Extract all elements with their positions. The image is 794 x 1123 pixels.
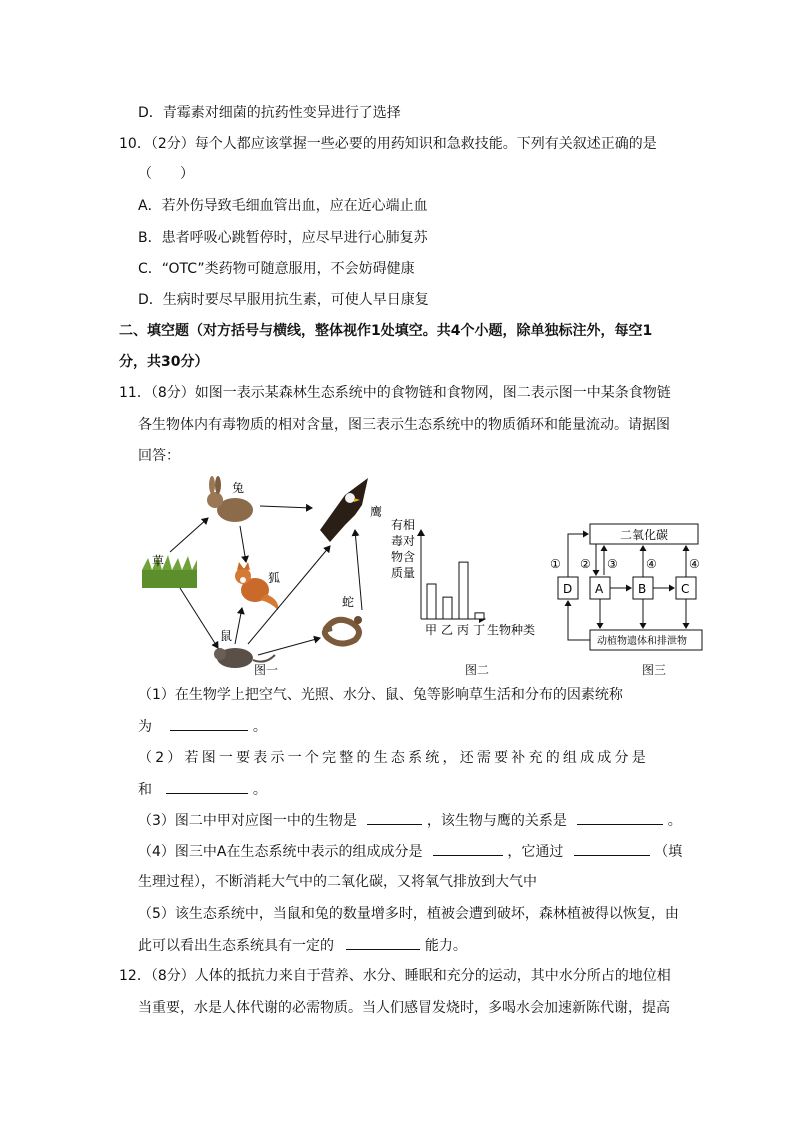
chart-bar-4 — [475, 613, 484, 619]
q10-paren: （ ） — [138, 166, 194, 182]
figure-2-caption: 图二 — [465, 663, 490, 677]
section2-title-cont: 分，共30分） — [119, 354, 209, 370]
q11-sub3 — [138, 810, 682, 831]
cycle-arrows — [568, 534, 686, 640]
chart-ylabel-3: 物含 — [391, 550, 416, 564]
q11-sub3-end: 。 — [667, 813, 682, 829]
chart-bar-3 — [459, 562, 468, 619]
answer-blank-1[interactable] — [170, 716, 248, 731]
q11-sub4-text-b: ，它通过 — [507, 844, 564, 860]
chart-xtick-3: 丙 — [457, 623, 470, 637]
answer-blank-7[interactable] — [346, 935, 420, 950]
mark-4b: ④ — [689, 557, 700, 571]
snake-label: 蛇 — [342, 595, 355, 609]
eagle-icon — [320, 478, 368, 542]
chart-ylabel-1: 有相 — [391, 518, 416, 532]
q11-sub1-line2 — [138, 716, 267, 737]
q10-stem: 10．（2分）每个人都应该掌握一些必要的用药知识和急救技能。下列有关叙述正确的是 — [119, 136, 657, 152]
mark-2: ② — [580, 557, 591, 571]
answer-blank-2[interactable] — [166, 779, 248, 794]
box-c-label: C — [681, 582, 690, 596]
q11-sub2: （2）若图一要表示一个完整的生态系统，还需要补充的组成成分是 — [138, 750, 649, 766]
mark-3: ③ — [607, 557, 618, 571]
figure-1-food-web — [140, 470, 390, 680]
q10-option-d: D．生病时要尽早服用抗生素，可使人早日康复 — [138, 292, 429, 308]
q12-stem-line2: 当重要，水是人体代谢的必需物质。当人们感冒发烧时，多喝水会加速新陈代谢，提高 — [138, 1000, 670, 1016]
answer-blank-6[interactable] — [574, 841, 650, 856]
q11-stem-line3: 回答： — [138, 448, 180, 464]
figure-3-caption: 图三 — [642, 663, 667, 677]
mark-1: ① — [550, 557, 561, 571]
box-b-label: B — [638, 582, 647, 596]
figure-1-caption: 图一 — [254, 663, 279, 677]
box-a-label: A — [595, 582, 604, 596]
chart-xtick-2: 乙 — [441, 623, 454, 637]
q11-sub2-end: 。 — [252, 782, 267, 798]
mark-4: ④ — [646, 557, 657, 571]
q11-sub5: （5）该生态系统中，当鼠和兔的数量增多时，植被会遭到破坏，森林植被得以恢复，由 — [138, 906, 679, 922]
q10-option-c: C．“OTC”类药物可随意服用，不会妨碍健康 — [138, 261, 415, 277]
chart-bar-2 — [443, 597, 452, 619]
q11-sub2-prefix: 和 — [138, 782, 152, 798]
figure-2-chart — [385, 515, 545, 665]
fox-label: 狐 — [268, 571, 281, 585]
q11-sub4 — [138, 841, 682, 862]
q11-sub1-end: 。 — [252, 719, 267, 735]
q11-sub4-text-c: （填 — [654, 844, 683, 860]
q11-sub4-text-a: （4）图三中A在生态系统中表示的组成成分是 — [138, 844, 423, 860]
q11-stem: 11．（8分）如图一表示某森林生态系统中的食物链和食物网，图二表示图一中某条食物链 — [119, 385, 671, 401]
q11-sub1: （1）在生物学上把空气、光照、水分、鼠、兔等影响草生活和分布的因素统称 — [138, 687, 623, 703]
answer-blank-3[interactable] — [367, 810, 422, 825]
chart-xtick-1: 甲 — [425, 623, 438, 637]
grass-label: 草 — [152, 554, 165, 568]
answer-blank-4[interactable] — [577, 810, 663, 825]
q12-stem: 12．（8分）人体的抵抗力来自于营养、水分、睡眠和充分的运动，其中水分所占的地位相 — [119, 968, 671, 984]
grass-icon — [142, 555, 197, 588]
chart-ylabel-4: 质量 — [391, 566, 416, 580]
section2-title: 二、填空题（对方括号与横线，整体视作1处填空。共4个小题，除单独标注外，每空1 — [119, 323, 653, 339]
rabbit-label: 兔 — [232, 481, 245, 495]
chart-xlabel: 生物种类 — [487, 623, 536, 637]
q11-stem-line2: 各生物体内有毒物质的相对含量，图三表示生态系统中的物质循环和能量流动。请据图 — [138, 417, 670, 433]
q11-sub5-end: 能力。 — [424, 938, 467, 954]
chart-xtick-4: 丁 — [473, 623, 486, 637]
chart-ylabel-2: 毒对 — [391, 534, 416, 548]
fox-icon — [235, 562, 281, 610]
rabbit-icon — [207, 476, 253, 522]
q10-option-a: A．若外伤导致毛细血管出血，应在近心端止血 — [138, 198, 428, 214]
remains-label: 动植物遗体和排泄物 — [597, 636, 687, 647]
q11-sub3-text-a: （3）图二中甲对应图一中的生物是 — [138, 813, 357, 829]
chart-bar-1 — [427, 584, 436, 619]
snake-icon — [325, 616, 362, 644]
q11-sub4-line2: 生理过程），不断消耗大气中的二氧化碳，又将氧气排放到大气中 — [138, 874, 537, 890]
q11-sub3-text-b: ，该生物与鹰的关系是 — [426, 813, 567, 829]
co2-label: 二氧化碳 — [620, 528, 669, 542]
q11-sub1-prefix: 为 — [138, 719, 152, 735]
q9-option-d: D．青霉素对细菌的抗药性变异进行了选择 — [138, 105, 401, 121]
box-d-label: D — [563, 582, 573, 596]
figure-3-diagram — [548, 522, 708, 652]
q11-sub2-line2 — [138, 779, 267, 800]
eagle-label: 鹰 — [370, 505, 383, 519]
answer-blank-5[interactable] — [433, 841, 503, 856]
q10-option-b: B．患者呼吸心跳暂停时，应尽早进行心肺复苏 — [138, 230, 428, 246]
mouse-label: 鼠 — [220, 629, 233, 643]
q11-sub5-line2 — [138, 935, 467, 956]
q11-sub5-prefix: 此可以看出生态系统具有一定的 — [138, 938, 334, 954]
